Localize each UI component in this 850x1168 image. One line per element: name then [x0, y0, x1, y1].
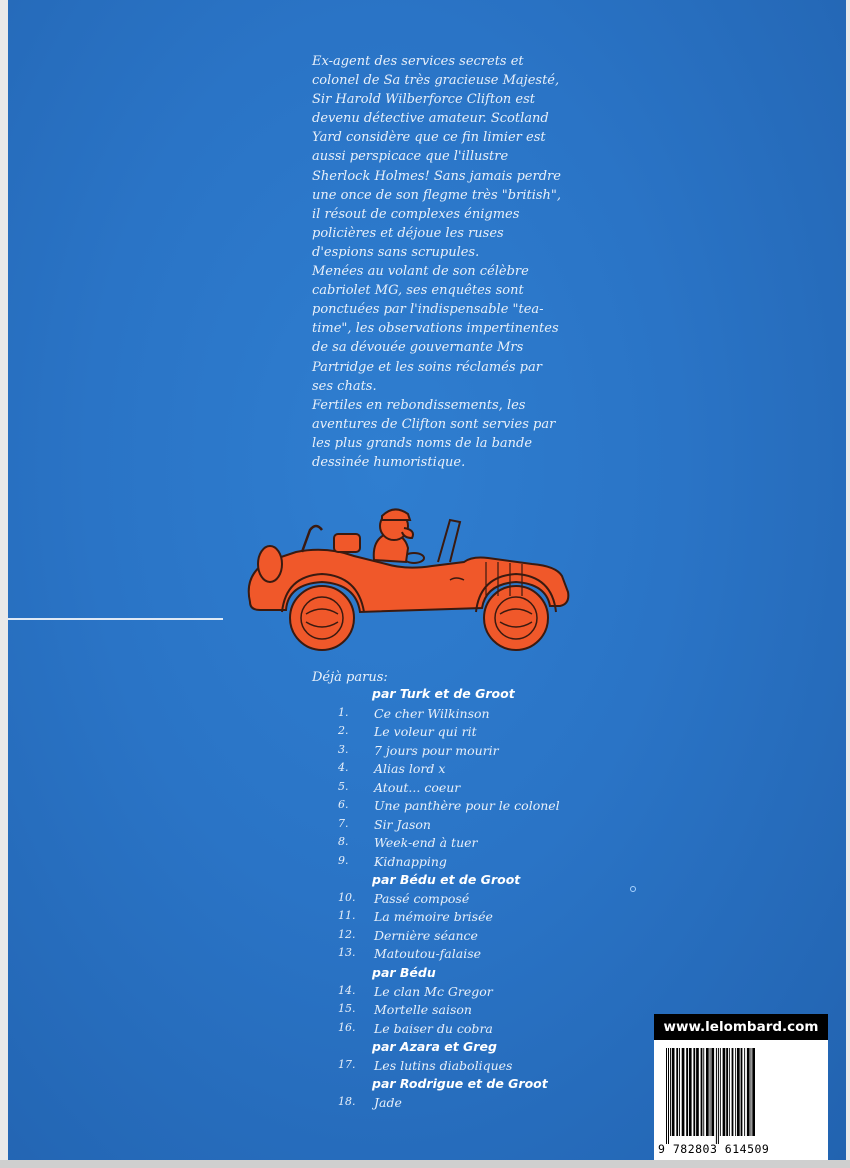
publisher-website[interactable]: www.lelombard.com [654, 1014, 828, 1040]
print-speck [630, 886, 636, 892]
mg-car-illustration [236, 500, 576, 660]
road-line [8, 618, 223, 620]
isbn-number: 9 782803 614509 [658, 1142, 770, 1156]
front-wheel [484, 586, 548, 650]
already-published-heading: Déjà parus: [312, 670, 388, 685]
barcode [664, 1048, 820, 1144]
back-cover: Ex-agent des services secrets et colonel de Sa très gracieuse Majesté, Sir Harold Wilberforce Clifton est devenu détective amateur. Scotland Yard considère que ce fin limier est aussi perspicace que l'illustre Sherlock Holmes! Sans jamais perdre une once de son flegme très "british", il résout de complexes énigmes policières et déjoue les ruses d'espions sans scrupules. Menées au volant de son célèbre cabriolet MG, ses enquêtes sont ponctuées par l'indispensable "tea-time", les observations impertinentes de sa dévouée gouvernante Mrs Partridge et les soins réclamés par ses chats. Fertiles en rebondissements, les aventures de Clifton sont servies par les plus grands noms de la bande dessinée humoristique. Déjà parus: par Turk et de Groot 1. Ce cher Wilkinson 2. Le voleur qui rit 3. 7 jours pour mourir 4. Alias lord x 5. Atout... coeur 6. Une panthère pour le colonel 7. Sir Jason 8. Week-end à tuer 9. Kidnapping par Bédu et de Groot 10. Passé composé 11. La mémoire brisée 12. Dernière séance 13. Matoutou-falaise par Bédu 14. Le clan Mc Gregor 15. Mortelle saison 16. Le baiser du cobra par Azara et Greg 17. Les lutins diaboliques par Rodrigue et de Groot 18. Jade [8, 0, 846, 1160]
blurb-paragraph-1: Ex-agent des services secrets et colonel de Sa très gracieuse Majesté, Sir Harold Wilberforce Clifton est devenu détective amateur. Scotland Yard considère que ce fin limier est aussi perspicace que l'illustre Sherlock Holmes! Sans jamais perdre une once de son flegme très "british", il résout de complexes énigmes policières et déjoue les ruses d'espions sans scrupules. [312, 54, 562, 260]
driver-figure [374, 509, 413, 562]
blurb-paragraph-2: Menées au volant de son célèbre cabriolet MG, ses enquêtes sont ponctuées par l'indispensable "tea-time", les observations impertinentes de sa dévouée gouvernante Mrs Partridge et les soins réclamés par ses chats. [312, 264, 559, 394]
barcode-panel [654, 1014, 828, 1160]
rear-wheel [290, 586, 354, 650]
bottom-edge [0, 1160, 850, 1168]
blurb-paragraph-3: Fertiles en rebondissements, les aventures de Clifton sont servies par les plus grands noms de la bande dessinée humoristique. [312, 397, 556, 470]
series-blurb [312, 52, 562, 472]
